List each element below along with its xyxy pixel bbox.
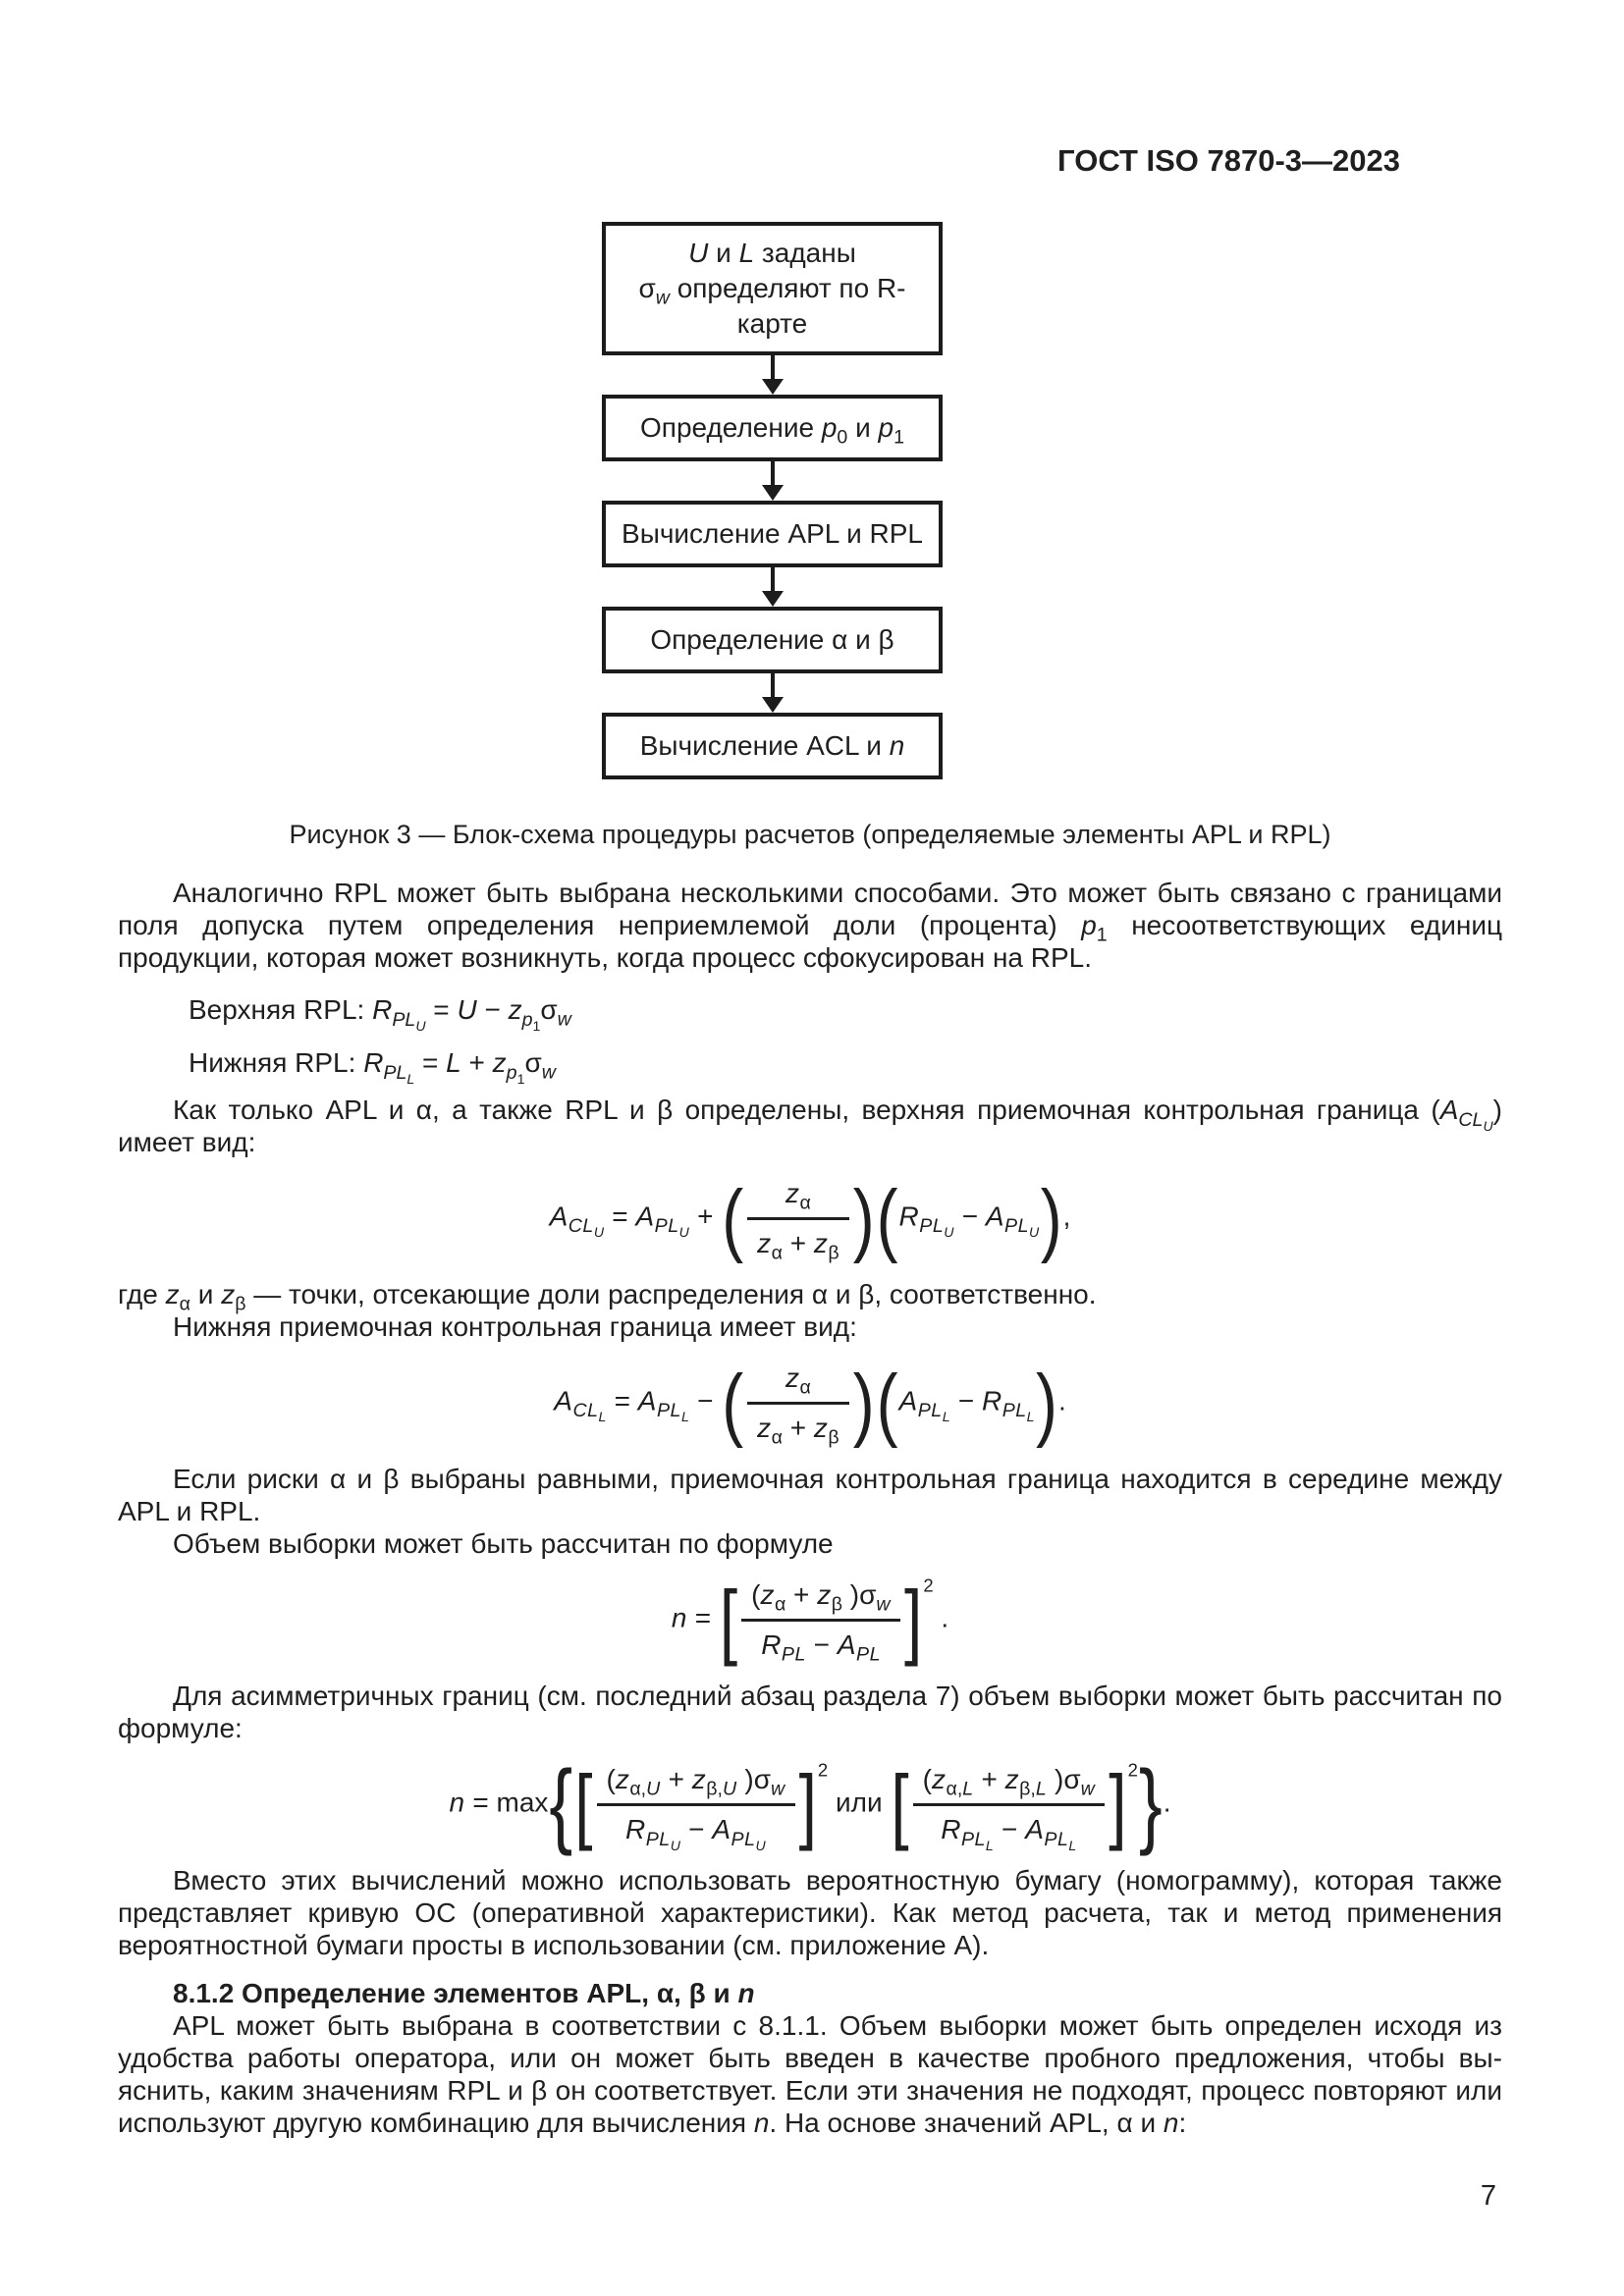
flowchart-box-line: U и L заданы xyxy=(688,238,856,268)
paragraph-equal-risks: Если риски α и β выбраны равными, приемочная контрольная граница находится в середине между APL и RPL. xyxy=(118,1464,1502,1526)
flow-arrow-down-icon xyxy=(602,355,943,395)
figure-caption: Рисунок 3 — Блок-схема процедуры расчетов (определяемые элементы APL и RPL) xyxy=(289,820,1331,849)
flowchart-box-line: Определение α и β xyxy=(650,624,894,655)
formula-sample-size: n = [ $\frac{(z_\alpha + z_\beta )\sigma_w}{R_{PL} - A_{PL}}$ ]$^2$ . xyxy=(671,1572,949,1668)
paragraph-nomogram: Вместо этих вычислений можно использовать вероятностную бумагу (номограмму), которая также представляет кривую ОС (оперативной характеристики). Как метод расчета, так и метод применения вероятностной бумаги просты в использовании (см. приложение А). xyxy=(118,1865,1502,1960)
paragraph-asymmetric: Для асимметричных границ (см. последний абзац раздела 7) объем выборки может быть рассчитан по формуле: xyxy=(118,1681,1502,1743)
flow-arrow-down-icon xyxy=(602,567,943,607)
flowchart-box-inputs xyxy=(602,222,943,355)
flowchart xyxy=(602,222,943,779)
flowchart-box-line: Вычисление APL и RPL xyxy=(622,518,923,549)
flowchart-box-define-alpha-beta xyxy=(602,607,943,673)
formula-sample-size-max: n = max{[ $\frac{(z_{\alpha,U} + z_{\beta,U} )\sigma_w}{R_{PL_U} - A_{PL_U}}$ ]$^2$ или [ $\frac{(z_{\alpha,L} + z_{\beta,L} )\sigma_w}{R_{PL_L} - A_{PL_L}}$ ]$^2$}. xyxy=(449,1751,1171,1857)
paragraph-where: где $z_\alpha$ и $z_\beta$ — точки, отсекающие доли распределения α и β, соответственно. xyxy=(118,1279,1097,1315)
flow-arrow-down-icon xyxy=(602,673,943,713)
formula-upper-rpl: Верхняя RPL: $R_{PL_U} = U - z_{p_1}\sigma_w$ xyxy=(189,994,571,1034)
paragraph-lower-acl: Нижняя приемочная контрольная граница имеет вид: xyxy=(173,1311,857,1342)
flowchart-box-define-p0-p1 xyxy=(602,395,943,461)
flowchart-box-line: $\sigma_w$ определяют по R-карте xyxy=(638,273,906,339)
page-number: 7 xyxy=(1480,2180,1496,2212)
body-text xyxy=(118,877,1502,2213)
flowchart-box-compute-acl-n xyxy=(602,713,943,779)
formula-acl-upper: $A_{CL_U} = A_{PL_U}$ + ( $\frac{z_\alpha}{z_\alpha + z_\beta}$ )$(R_{PL_U} - A_{PL_U})$, xyxy=(549,1172,1071,1264)
paragraph-acl-intro: Как только APL и α, а также RPL и β определены, верхняя приемочная контрольная граница $(A_{CL_U})$ имеет вид: xyxy=(118,1095,1502,1157)
formula-acl-lower: $A_{CL_L} = A_{PL_L}$ − ( $\frac{z_\alpha}{z_\alpha + z_\beta}$ )$(A_{PL_L} - R_{PL_L})$. xyxy=(554,1357,1066,1449)
flow-arrow-down-icon xyxy=(602,461,943,501)
formula-lower-rpl: Нижняя RPL: $R_{PL_L} = L + z_{p_1}\sigma_w$ xyxy=(189,1047,556,1087)
heading-8-1-2: 8.1.2 Определение элементов APL, α, β и n xyxy=(173,1978,755,2008)
paragraph-apl-choice: APL может быть выбрана в соответствии с 8.1.1. Объем выборки может быть определен исходя из удобства работы оператора, или он может быть введен в качестве пробного предложения, чтобы выяснить, каким значениям RPL и β он соответствует. Если эти значения не подходят, процесс повторяют или используют другую комбинацию для вычисления n. На основе значений APL, α и n: xyxy=(118,2010,1502,2138)
flowchart-box-line: Определение $p_0$ и $p_1$ xyxy=(640,412,904,449)
flowchart-box-compute-apl-rpl xyxy=(602,501,943,567)
paragraph-sample-size: Объем выборки может быть рассчитан по формуле xyxy=(173,1528,834,1559)
paragraph-rpl-intro: Аналогично RPL может быть выбрана несколькими способами. Это может быть связано с границами поля допуска путем определения неприемлемой доли (процента) $p_1$ несоответствующих единиц продукции, которая может возникнуть, когда процесс сфокусирован на RPL. xyxy=(118,878,1503,973)
flowchart-box-line: Вычисление ACL и n xyxy=(639,730,905,761)
doc-code-header: ГОСТ ISO 7870-3—2023 xyxy=(1057,143,1400,178)
